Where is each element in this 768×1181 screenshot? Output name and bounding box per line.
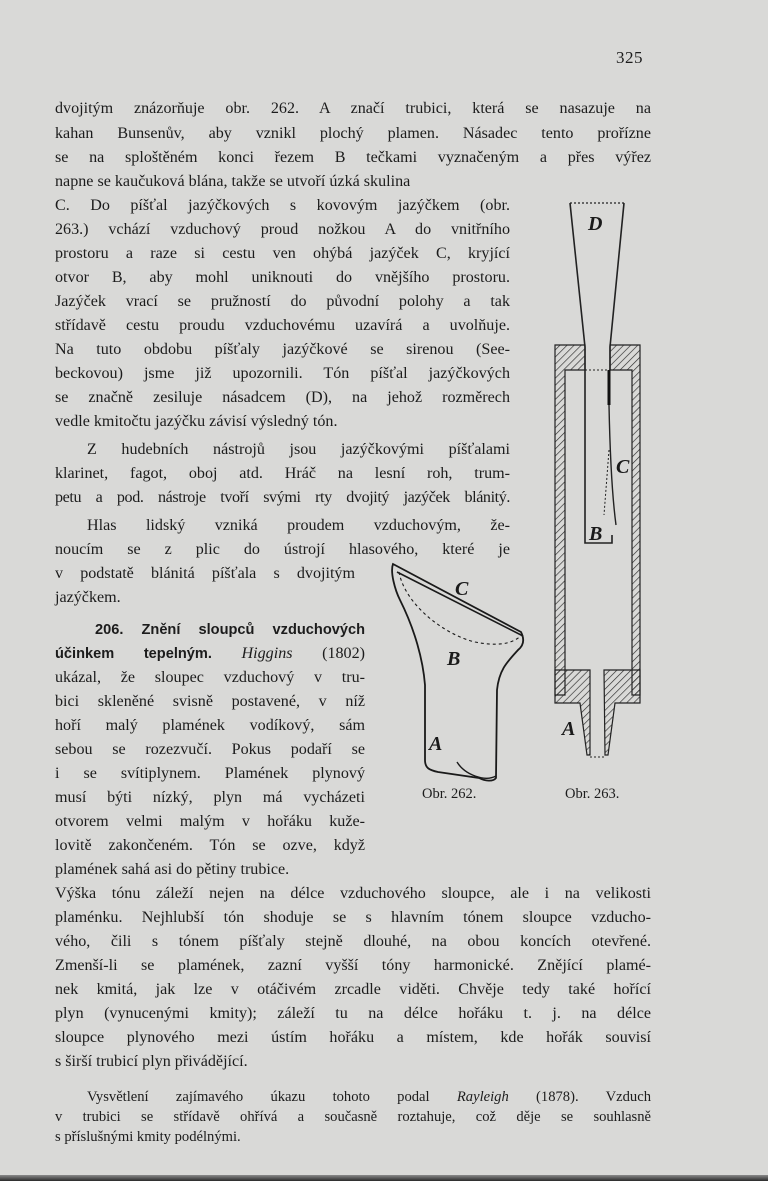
text-line: otvorem velmi malým v hořáku kuže- [55,813,365,830]
text-line: se na sploštěném konci řezem B tečkami vyznačeným a přes výřez [55,149,651,166]
text-line: lovitě zakončeném. Tón se ozve, když [55,837,365,854]
section-title-cont: účinkem tepelným. [55,646,212,662]
text-line: noucím se z plic do ústrojí hlasového, které je [55,541,510,558]
text-line: ukázal, že sloupec vzduchový v tru- [55,669,365,686]
label-c: C [455,578,469,600]
text-line: hoří malý plamének vodíkový, sám [55,717,365,734]
text-line: vedle kmitočtu jazýčku závisí výsledný tón. [55,413,338,430]
author-name: Higgins [241,645,293,662]
section-heading-line2 [55,644,365,664]
text-line: Z hudebních nástrojů jsou jazýčkovými píšťalami [87,441,510,458]
text-line: otvor B, aby mohl uniknouti do vnějšího prostoru. [55,269,510,286]
text-line: kahan Bunsenův, aby vznikl plochý plamen. Násadec tento prořízne [55,125,651,142]
text-line: jazýčkem. [55,589,121,606]
text-line: musí býti nízký, plyn má vycházeti [55,789,365,806]
label-b: B [589,523,603,545]
label-a: A [562,718,576,740]
text-line: s širší trubicí plyn přivádějící. [55,1053,248,1070]
text-line: plaménku. Nejhlubší tón shoduje se s hlavním tónem sloupce vzducho- [55,909,651,926]
text-line: bici skleněné svisně postavené, v níž [55,693,365,710]
text-line: C. Do píšťal jazýčkových s kovovým jazýčkem (obr. [55,197,510,214]
text-line: Na tuto obdobu píšťaly jazýčkové se sirenou (See- [55,341,510,358]
text-line: petu a pod. nástroje tvoří svými rty dvojitý jazýček blánitý. [55,489,510,506]
note-text: Vysvětlení zajímavého úkazu tohoto podal [87,1089,430,1105]
figure-262-burner-tip [385,550,535,790]
text-line: Jazýček vrací se pružností do původní polohy a tak [55,293,510,310]
label-b: B [447,648,461,670]
reed-tube [585,370,616,543]
text-line: nek kmitá, jak lze v otáčivém zrcadle viděti. Chvěje tedy také hořící [55,981,651,998]
page-number: 325 [616,48,643,67]
text-line: vého, čili s tónem píšťaly stejně dlouhé, na obou koncích otevřené. [55,933,651,950]
text-line: klarinet, fagot, oboj atd. Hráč na lesní roh, trum- [55,465,510,482]
text-line: se značně zesiluje násadcem (D), na jehož rozměrech [55,389,510,406]
section-heading [55,620,365,640]
section-number: 206. [95,622,124,638]
figure-262-caption: Obr. 262. [422,786,477,802]
text-line: v trubici se střídavě ohřívá a současně roztahuje, což děje se souhlasně [55,1109,651,1125]
label-d: D [588,213,603,235]
note-text: (1878). Vzduch [536,1089,652,1105]
text-line: v podstatě blánitá píšťala s dvojitým [55,565,355,582]
text-line: dvojitým znázorňuje obr. 262. A značí trubici, která se nasazuje na [55,100,651,117]
figure-263-reed-pipe [540,195,660,775]
text-line: s příslušnými kmity podélnými. [55,1129,241,1145]
text-line [55,1088,651,1107]
text-line: sloupce plynového mezi ústím hořáku a místem, kde hořák souvisí [55,1029,651,1046]
page-edge [0,1175,768,1181]
text-line: prostoru a raze si cestu ven ohýbá jazýček C, kryjící [55,245,510,262]
text-line: 263.) vchází vzduchový proud nožkou A do vnitřního [55,221,510,238]
text-line: sebou se rozezvučí. Pokus podaří se [55,741,365,758]
label-c: C [616,456,630,478]
label-a: A [429,733,443,755]
text-line: Hlas lidský vzniká proudem vzduchovým, že- [87,517,510,534]
year: (1802) [322,645,365,662]
text-line: plamének sahá asi do pětiny trubice. [55,861,290,878]
text-line: beckovou) jsme již upozornili. Tón píšťal jazýčkových [55,365,510,382]
text-line: napne se kaučuková blána, takže se utvoří úzká skulina [55,173,411,190]
text-line: plyn (vynucenými kmity); záleží tu na délce hořáku t. j. na délce [55,1005,651,1022]
author-name: Rayleigh [456,1089,509,1105]
text-line: střídavě cestu proudu vzduchovému uzavírá a uvolňuje. [55,317,510,334]
figure-263-caption: Obr. 263. [565,786,620,802]
pipe-body-hatched [555,345,640,757]
section-title: Znění sloupců vzduchových [141,622,365,638]
text-line: Zmenší-li se plamének, zazní vyšší tóny harmonické. Znějící plamé- [55,957,651,974]
text-line: i se svítiplynem. Plamének plynový [55,765,365,782]
text-line: Výška tónu záleží nejen na délce vzduchového sloupce, ale i na velikosti [55,885,651,902]
